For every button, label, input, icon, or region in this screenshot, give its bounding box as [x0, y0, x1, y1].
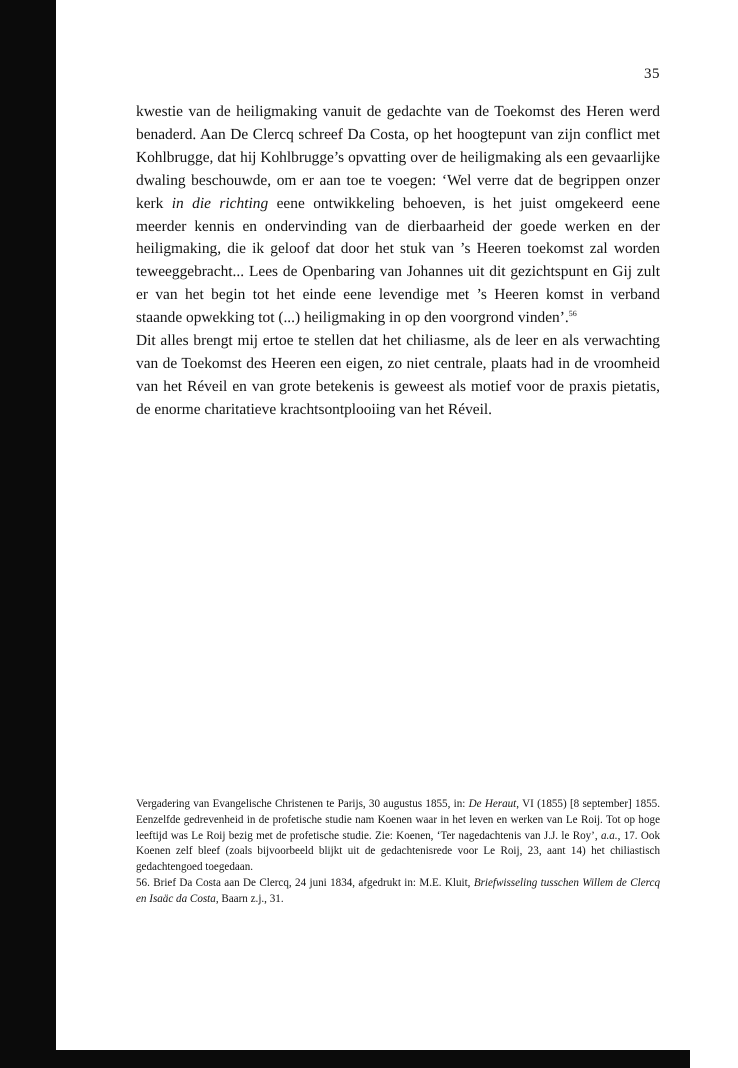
- body-text: [136, 101, 660, 422]
- footnote-continued-text-b: , VI (1855) [8 september] 1855. Eenzelfde gedrevenheid in de profetische studie nam Koenen waar in het leven en werken van Le Roij. Tot op hoge leeftijd was Le Roij bezig met de profetische studie. Zie: Koenen, ‘Ter nagedachtenis van J.J. le Roy’,: [136, 798, 660, 842]
- footnote-continued-italic-b: a.a.: [600, 829, 618, 842]
- footnote-56-italic: Briefwisseling tusschen Willem de Clercq en Isaäc da Costa: [136, 876, 660, 905]
- footnotes: [136, 797, 660, 908]
- footnote-continued-italic-a: De Heraut: [468, 798, 517, 810]
- footnote-ref-56[interactable]: 56: [568, 309, 577, 319]
- footnote-56-text-b: , Baarn z.j., 31.: [215, 892, 284, 905]
- footnote-continued-text-a: Vergadering van Evangelische Christenen te Parijs, 30 augustus 1855, in:: [136, 798, 469, 810]
- paragraph-1: [136, 101, 660, 330]
- footnote-continued: [136, 797, 660, 876]
- scan-border-bottom: [56, 1050, 690, 1068]
- scan-border-left: [0, 0, 56, 1068]
- italic-phrase: in die richting: [171, 194, 269, 212]
- footnote-continued-text-c: , 17. Ook Koenen zelf bleef (zoals bijvoorbeeld blijkt uit de gedachtenisrede voor Le Roij, 23, aant 14) het chiliastisch gedachtengoed toegedaan.: [136, 829, 660, 874]
- paragraph-1-text-a: kwestie van de heiligmaking vanuit de gedachte van de Toekomst des Heren werd benaderd. Aan De Clercq schreef Da Costa, op het hoogtepunt van zijn conflict met Kohlbrugge, dat hij Kohlbrugge’s opvatting over de heiligmaking als een gevaarlijke dwaling beschouwde, om er aan toe te voegen: ‘Wel verre dat de begrippen onzer kerk: [136, 103, 660, 212]
- footnote-56: [136, 876, 660, 908]
- footnote-56-label: 56.: [136, 876, 150, 889]
- page-number: 35: [644, 66, 660, 82]
- paragraph-2: Dit alles brengt mij ertoe te stellen dat het chiliasme, als de leer en als verwachting van de Toekomst des Heeren een eigen, zo niet centrale, plaats had in de vroomheid van het Réveil en van grote betekenis is geweest als motief voor de praxis pietatis, de enorme charitatieve krachtsontplooiing van het Réveil.: [136, 332, 660, 418]
- paragraph-1-text-b: eene ontwikkeling behoeven, is het juist omgekeerd eene meerder kennis en ondervinding van de dierbaarheid der goede werken en der heiligmaking, die ik geloof dat door het stuk van ’s Heeren toekomst zal worden teweeggebracht... Lees de Openbaring van Johannes uit dit gezichtspunt en Gij zult er van het begin tot het einde eene levendige met ’s Heeren komst in verband staande opwekking tot (...) heiligmaking in op den voorgrond vinden’.: [136, 194, 660, 327]
- footnote-56-text-a: Brief Da Costa aan De Clercq, 24 juni 1834, afgedrukt in: M.E. Kluit,: [149, 876, 474, 889]
